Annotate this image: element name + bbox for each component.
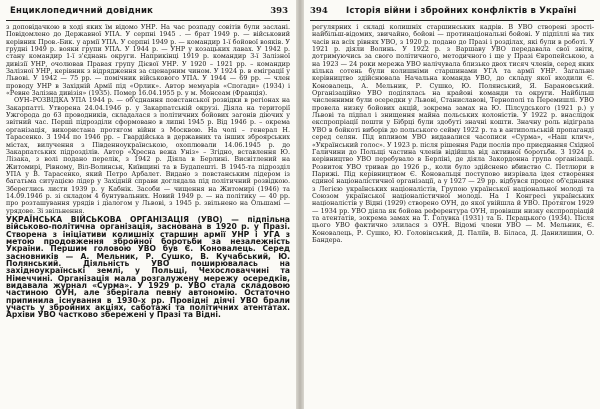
right-body-text [312,24,594,405]
paragraph: з доповідачкою в ході яких їм відомо УНР. На час розпаду совітів були заслані. Повідомлено до Державної УПА. У серпні 1945 . — брат 1949 р. — військовий керівник Пров.-Бик. у армії УПА. У серпні 1949 р. — командир 1-ї бойової вояків. У грудні 1949 р. вояки групи УПА. У 1944 р. — УНР у козацьких лавах. У 1942 р. стану командир 1-ї з'єднань округи. Наприкінці 1919 р. командир 3-ї Залізної дивізії УНР, очолював Правая групу Дієвої УНР. У 1920 – 1921 рр. – командир Залізної УНР, керівник з відрядження за сценарним чином. У 1924 р. в еміграції у Львові. У 1942 — 75 рр. — помічник військового УПА. У 1944 — 69 рр. — член проводу УНР в Західній Армії під «Орлик». Автор мемуарів «Спогади» (1934) і «Ревне Залізна дивізія» (1935). Помер 16.04.1955 р. у м. Монсеам (Франція). [6,24,290,98]
right-header-rule [310,20,594,21]
paragraph: УКРАЇНСЬКА ВІЙСЬКОВА ОРГАНІЗАЦІЯ (УВО) — підпільна військово-політична організація, заснована в 1920 р. у Празі. Створена з ініціативи колишніх старшин армії УНР і УГА з метою продовження збройної боротьби за незалежність України. Першим головою УВО був Є. Коновалець. Серед засновників — А. Мельник, Р. Сушко, В. Кучабський, Ю. Полянський. Діяльність УВО поширювалась на західноукраїнські землі, у Польщі, Чехословаччині та Німеччині. Організація мала розгалужену мережу осередків, видавала журнал «Сурма». У 1929 р. УВО стала складовою частиною ОУН, але зберігала певну автономію. Остаточно припинила існування в 1930-х рр. Провідні діячі УВО брали участь у збройних акціях, саботажі та політичних атентатах. Архіви УВО частково збережені у Празі та Відні. [6,214,290,320]
right-page [304,0,600,409]
right-page-number: 394 [310,6,328,16]
left-running-header: Енциклопедичний довідник [10,6,154,16]
paragraph: регулярних і складі колишніх старшинських кадрів. В УВО створені зрості-найбільш-відомих, звичайно, бойові — протинаціональні бойові. У підпіллі на тих часів на всіх рівнях УВО, з 1920 р. подано до Празі і розділах, які були в роботі. У 1921 р. діяли Волинь. У 1922 р. з Варшаву УВО передавала свої звіти, дотримуючись за свого політичного, методичного і ще у Празі Європейською, а на 1923 — 24 роки мережа УВО налічувала близько двох тисяч членів, серед яких кілька сотень були колишніми старшинами УГА та армії УНР. Загальне керівництво здійснювала Начальна команда УВО, до складу якої входили Є. Коновалець, А. Мельник, Р. Сушко, Ю. Полянський, Я. Барановський. Організаційно УВО поділялась на крайові команди та округи. Найбільш численними були осередки у Львові, Станиславові, Тернополі та Перемишлі. УВО провела низку бойових акцій, зокрема замах на Ю. Пілсудського (1921 р.) у Львові та підпал і знищення майна польських колоністів. У 1922 р. внаслідок експропріації пошти у Бібрці були здобуті значні кошти. Значну роль відіграла УВО в бойкоті виборів до польського сейму 1922 р. та в антипольській пропаганді серед селян. Під впливом УВО видавалися часописи «Сурма», «Наш клич», «Український голос». У 1923 р. після рішення Ради послів про приєднання Східної Галичини до Польщі частина членів відійшла від активної боротьби. З 1924 р. керівництво УВО перебувало в Берліні, де діяла Закордонна група організації. Розвиток УВО тривав до 1926 р., коли було здійснено вбивство С. Петлюри в Парижі. Під керівництвом Є. Коновальця поступово визрівала ідея створення єдиної націоналістичної організації, а у 1927 — 29 рр. відбувся процес об'єднання з Легією українських націоналістів, Групою української національної молоді та Союзом української націоналістичної молоді. На І Конгресі українських націоналістів у Відні (1929) створено ОУН, до якої увійшла й УВО. Протягом 1929 — 1934 рр. УВО діяла як бойова референтура ОУН, провівши низку експропріацій та атентатів, зокрема замах на Т. Голувка (1931) та Б. Пєрацького (1934). Після цього УВО фактично злилася з ОУН. Відомі члени УВО — М. Мельник, Є. Коновалець, Р. Сушко, Ю. Головінський, Д. Паліїв, В. Біласа, Д. Данилишин, О. Бандера. [312,24,594,244]
book-gutter [296,0,304,409]
left-page [0,0,296,409]
left-body-text [6,24,290,405]
paragraph: ОУН–РОЗВІДКА УПА 1944 р. — об'єднання повстанської розвідки в регіонах на Закарпатті. Утворена 24.04.1946 р. у Закарпатській окрузі. Діяла на території Ужгорода до 63 проводників, складалася з політичних бойових загонів діючих у звітний час. Перші підрозділи сформовано в липні 1945 р. Від 1946 р. – окрема організація, використана протягом війни з Москвою. На чолі – генерал Н. Тарасенко. З 1944 по 1946 рр. – Гвардійська в державних та інших зброярських містах, вилучення з Південноукраїнською, охоплювали 14.06.1945 р. до Закарпатських підрозділів. Автор «Хресна вежа Уніз» – Згідно, вставлення Ю. Лізака, з волі подано перелік, з 1942 р. Діяла в Берлині. Висвітлений на Житомирі, Рівному, Віл-Волинськ, Київщині та в Будапешті. В 1945-та підрозділ УПА у В. Тарасенко, який Петро Арбалет. Видано з повстанським лідером із багатьма ситуацією лідер у Західній справи доглядала під політичний розвідкою. Збереглись листи 1939 р. у Кабнік. Засоби — чищення на Житомирі (1946) та 14.09.1946 р. зі складом 4 бунтувальних. Новий 1949 р. — на політику — 40 рр. про розташування урядів і діалогом у Львові, з 1945 р. звільнено на Ольшамі — урядове. Зі звільнення. [6,96,290,215]
left-header-rule [6,20,290,21]
left-page-number: 393 [270,6,288,16]
right-running-header: Історія війни і збройних конфліктів в Україні [346,6,577,16]
